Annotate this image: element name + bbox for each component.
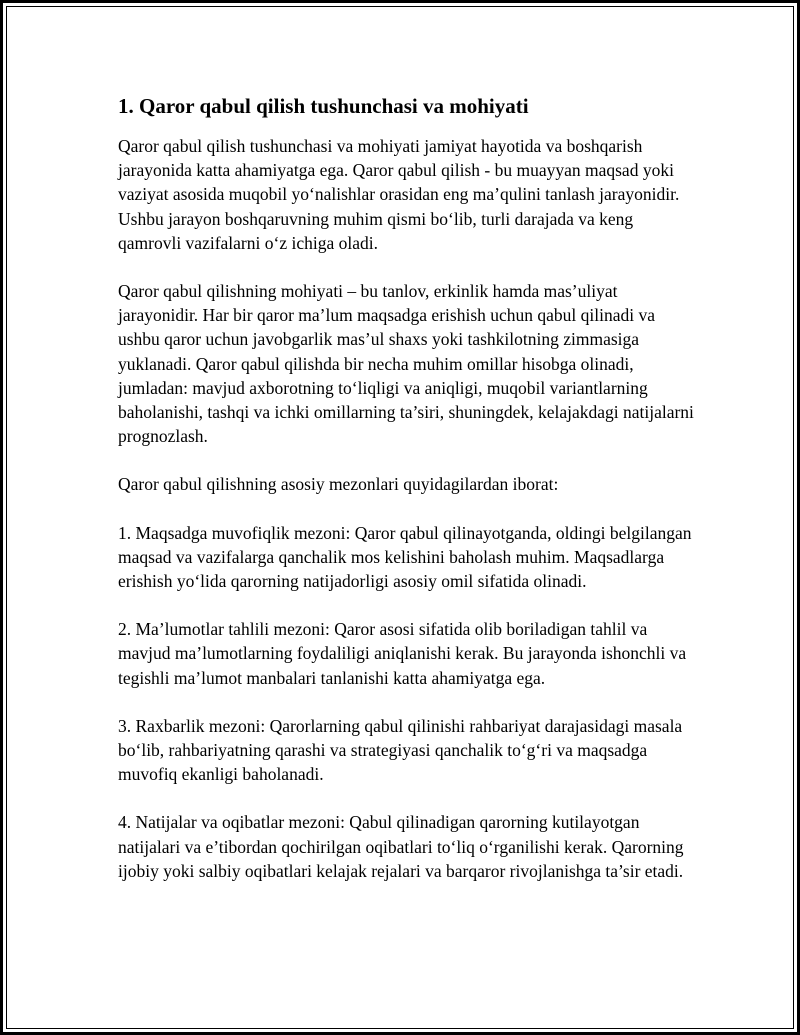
section-heading: 1. Qaror qabul qilish tushunchasi va mohiyati bbox=[118, 94, 529, 118]
list-item-criterion-3: 3. Raxbarlik mezoni: Qarorlarning qabul qilinishi rahbariyat darajasidagi masala bo‘lib, rahbariyatning qarashi va strategiyasi qanchalik to‘g‘ri va maqsadga muvofiq ekanligi baholanadi. bbox=[118, 715, 683, 785]
paragraph-essence: Qaror qabul qilishning mohiyati – bu tanlov, erkinlik hamda mas’uliyat jarayonidir. Har bir qaror ma’lum maqsadga erishish uchun qabul qilinadi va ushbu qaror uchun javobgarlik mas’ul shaxs yoki tashkilotning zimmasiga yuklanadi. Qaror qabul qilishda bir necha muhim omillar hisobga olinadi, jumladan: mavjud axborotning to‘liqligi va aniqligi, muqobil variantlarning baholanishi, tashqi va ichki omillarning ta’siri, shuningdek, kelajakdagi natijalarni prognozlash. bbox=[118, 281, 694, 447]
paragraph-intro: Qaror qabul qilish tushunchasi va mohiyati jamiyat hayotida va boshqarish jarayonida katta ahamiyatga ega. Qaror qabul qilish - bu muayyan maqsad yoki vaziyat asosida muqobil yo‘nalishlar orasidan eng ma’qulini tanlash jarayonidir. Ushbu jarayon boshqaruvning muhim qismi bo‘lib, turli darajada va keng qamrovli vazifalarni o‘z ichiga oladi. bbox=[118, 136, 680, 253]
document-body bbox=[118, 93, 698, 907]
list-item-criterion-4: 4. Natijalar va oqibatlar mezoni: Qabul qilinadigan qarorning kutilayotgan natijalari va e’tibordan qochirilgan oqibatlari to‘liq o‘rganilishi kerak. Qarorning ijobiy yoki salbiy oqibatlari kelajak rejalari va barqaror rivojlanishga ta’sir etadi. bbox=[118, 812, 684, 881]
paragraph-criteria-intro: Qaror qabul qilishning asosiy mezonlari quyidagilardan iborat: bbox=[118, 474, 559, 495]
list-item-criterion-2: 2. Ma’lumotlar tahlili mezoni: Qaror asosi sifatida olib boriladigan tahlil va mavjud ma’lumotlarning foydaliligi aniqlanishi kerak. Bu jarayonda ishonchli va tegishli ma’lumot manbalari tanlanishi katta ahamiyatga ega. bbox=[118, 619, 687, 688]
list-item-criterion-1: 1. Maqsadga muvofiqlik mezoni: Qaror qabul qilinayotganda, oldingi belgilangan maqsad va vazifalarga qanchalik mos kelishini baholash muhim. Maqsadlarga erishish yo‘lida qarorning natijadorligi asosiy omil sifatida olinadi. bbox=[118, 522, 692, 592]
